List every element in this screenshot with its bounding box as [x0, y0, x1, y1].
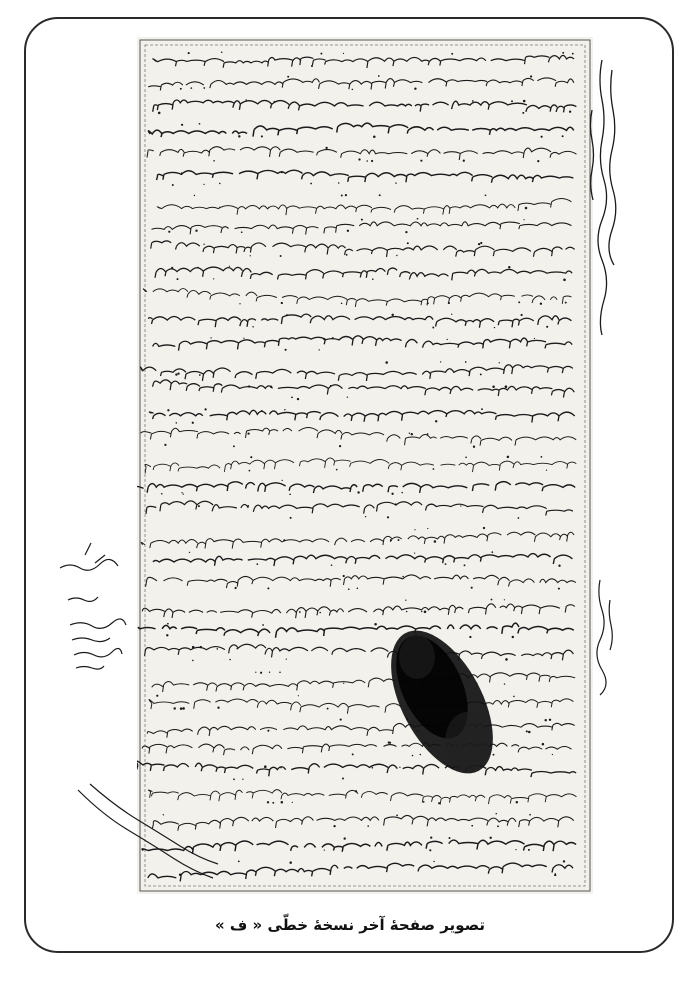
- page-caption: تصوير صفحهٔ آخر نسخهٔ خطّی « ف »: [214, 916, 486, 934]
- right-margin-note: [591, 60, 616, 335]
- left-margin-note: [60, 543, 126, 669]
- bottom-diagonal-note: [78, 784, 218, 878]
- right-side-note: [597, 580, 612, 695]
